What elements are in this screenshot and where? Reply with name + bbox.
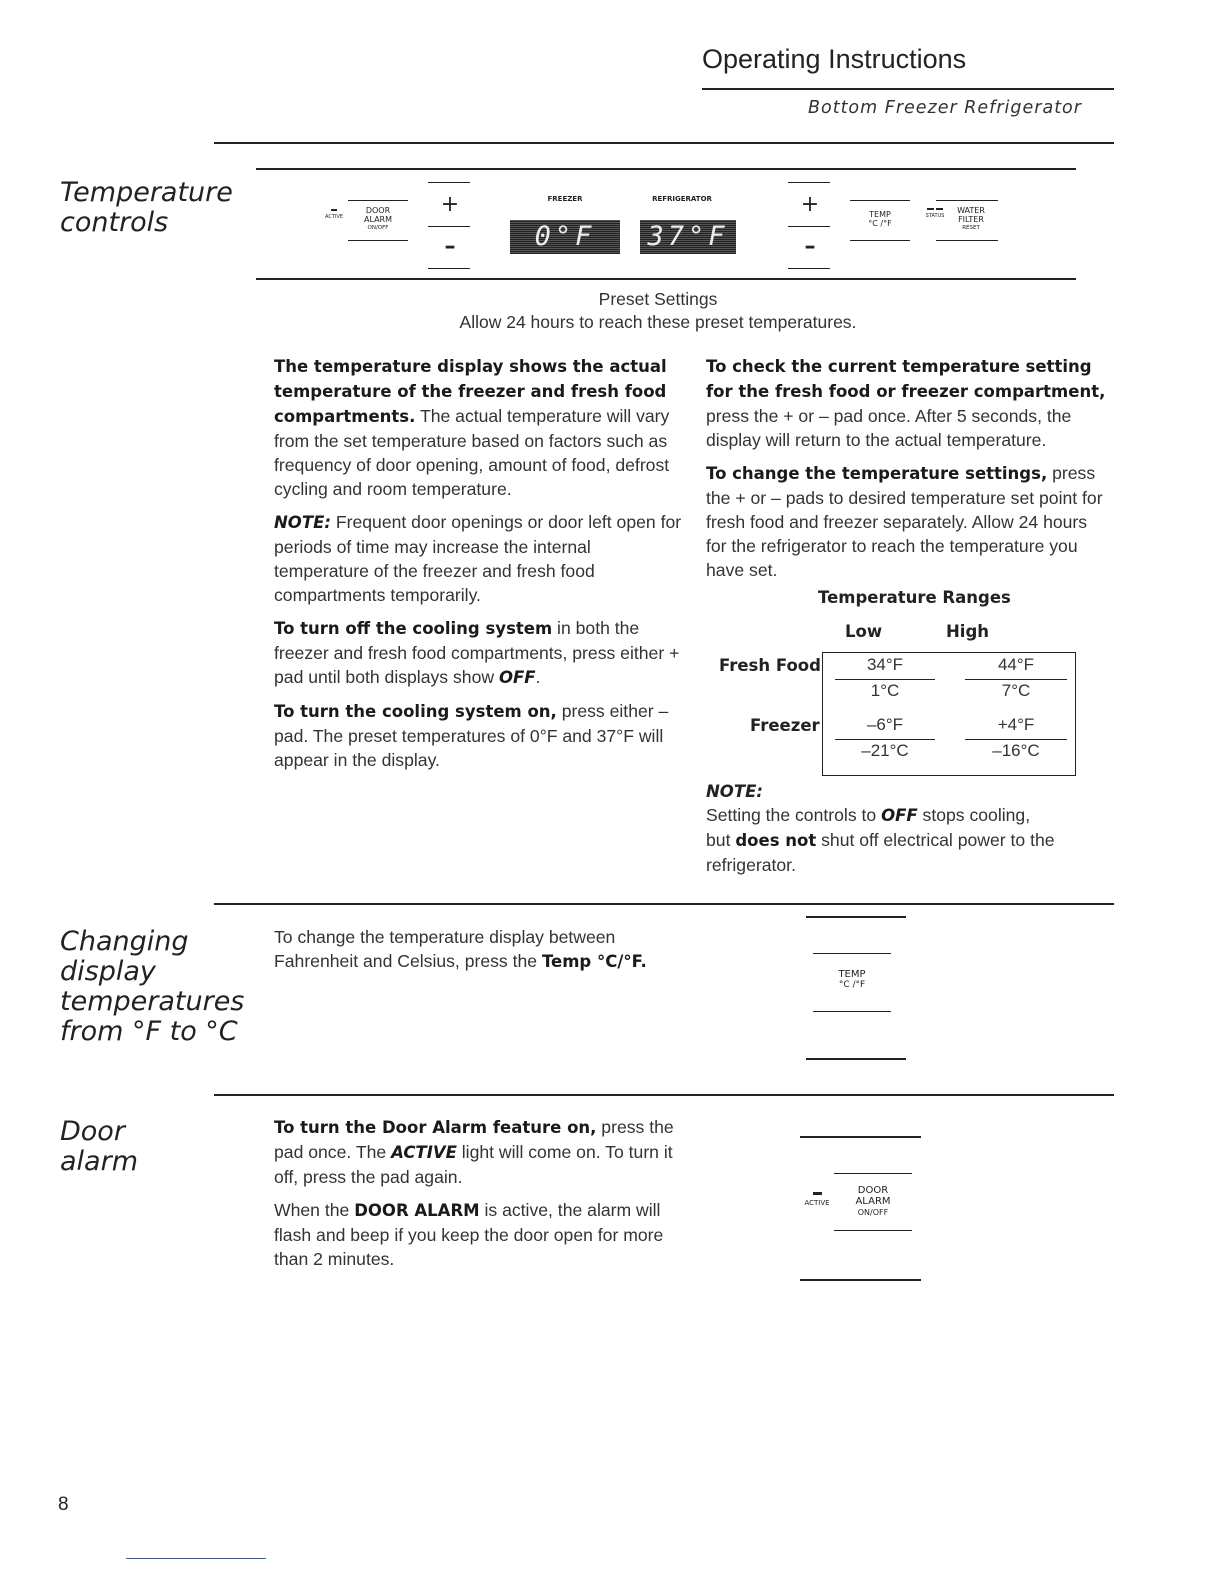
footer-link-rule	[126, 1558, 266, 1559]
paragraph-text: press the + or – pad once. After 5 seconds, the display will return to the actual temperature.	[706, 406, 1072, 450]
note-text-part: Setting the controls to	[706, 805, 882, 825]
page-title: Operating Instructions	[702, 44, 967, 74]
freezer-display-label: FREEZER	[547, 195, 583, 203]
title-line: temperatures	[60, 986, 245, 1017]
temp-controls-right-column	[706, 354, 1110, 591]
pad-outer-rule-bottom	[806, 1058, 906, 1060]
temperature-ranges-table	[822, 652, 1076, 776]
paragraph-alarm-active	[274, 1198, 684, 1271]
paragraph-text: The actual temperature will vary from the set temperature based on factors such as frequency of door opening, amount of food, defrost cycling and room temperature.	[274, 406, 670, 499]
ff-low-rule	[835, 679, 935, 680]
temp-label: TEMP	[869, 210, 891, 219]
door-alarm-button-large[interactable]	[834, 1185, 912, 1218]
section-rule-display	[214, 903, 1114, 905]
refrigerator-display: 37°F	[640, 220, 736, 254]
paragraph-check-setting	[706, 354, 1110, 452]
period: .	[535, 667, 541, 687]
active-indicator-large	[800, 1192, 834, 1209]
status-label: STATUS	[925, 213, 945, 219]
fridge-minus-rule	[788, 268, 830, 269]
page-subtitle: Bottom Freezer Refrigerator	[808, 98, 1082, 118]
active-word: ACTIVE	[391, 1143, 457, 1162]
title-line: alarm	[60, 1146, 138, 1177]
temp-pad-rule-top	[850, 200, 910, 201]
freezer-minus-button[interactable]: –	[444, 234, 456, 259]
water-filter-reset-button[interactable]	[946, 206, 996, 233]
title-line: Door	[60, 1116, 125, 1147]
paragraph-text: When the	[274, 1200, 355, 1220]
does-not-bold: does not	[735, 831, 817, 850]
alarm-label: ALARM	[363, 215, 393, 224]
temp-pad-rule-bottom	[850, 240, 910, 241]
temp-label: TEMP	[838, 969, 866, 980]
title-line: Changing	[60, 926, 189, 957]
panel-top-rule	[256, 168, 1076, 170]
fridge-mid-rule	[788, 226, 830, 227]
ff-low-f: 34°F	[866, 655, 904, 674]
note-text	[706, 803, 1106, 877]
refrigerator-plus-button[interactable]: +	[800, 192, 820, 217]
paragraph-text: press the + or – pads to desired temperature set point for fresh food and freezer separately. Allow 24 hours for the refrigerator to reach the temperature you have set.	[706, 463, 1103, 580]
ranges-low-header: Low	[845, 622, 883, 641]
door-label: DOOR	[365, 206, 391, 215]
bold-lead: To check the current temperature setting for the fresh food or freezer compartment,	[706, 357, 1106, 401]
note-label: NOTE:	[274, 513, 331, 532]
page-number: 8	[58, 1494, 69, 1515]
paragraph-change-setting	[706, 461, 1110, 582]
onoff-label: ON/OFF	[857, 1208, 889, 1217]
pad-inner-rule-bottom	[813, 1011, 891, 1012]
active-label: ACTIVE	[804, 1199, 830, 1207]
paragraph-note	[274, 510, 688, 607]
filter-label: FILTER	[958, 215, 984, 224]
door-alarm-bold: DOOR ALARM	[354, 1201, 480, 1220]
door-label: DOOR	[857, 1185, 889, 1196]
note-text-part: but	[706, 830, 736, 850]
active-led	[813, 1192, 822, 1195]
ranges-high-header: High	[946, 622, 990, 641]
freezer-minus-rule	[428, 268, 470, 269]
filter-pad-rule-bottom	[936, 240, 998, 241]
fz-low-c: –21°C	[861, 741, 909, 760]
pad-outer-rule-top	[806, 916, 906, 918]
pad-outer-rule-top	[800, 1136, 921, 1138]
preset-settings-title: Preset Settings	[598, 289, 718, 309]
paragraph-text: light will come on. To turn it off, press the pad again.	[274, 1142, 673, 1187]
active-indicator	[324, 209, 344, 222]
paragraph-text: Frequent door openings or door left open for periods of time may increase the internal temperature of the freezer and fresh food compartments temporarily.	[274, 512, 682, 605]
temp-cf-bold: Temp °C/°F.	[541, 952, 647, 971]
fz-high-c: –16°C	[992, 741, 1040, 760]
cf-label: °C /°F	[868, 219, 892, 228]
fz-low-rule	[835, 739, 935, 740]
pad-inner-rule-top	[834, 1173, 912, 1174]
temp-controls-left-column	[274, 354, 688, 781]
door-alarm-button[interactable]	[348, 206, 408, 233]
ff-high-f: 44°F	[997, 655, 1035, 674]
status-led	[927, 208, 943, 210]
freezer-plus-rule	[428, 182, 470, 183]
title-line: display	[60, 956, 156, 987]
bold-lead: To turn the Door Alarm feature on,	[274, 1118, 597, 1137]
title-line: Temperature	[60, 177, 233, 208]
ranges-freezer-label: Freezer	[750, 716, 820, 735]
fz-low-f: –6°F	[866, 715, 904, 734]
paragraph-turn-off	[274, 616, 688, 690]
door-alarm-instructions	[274, 1115, 684, 1280]
status-indicator	[924, 208, 946, 221]
ranges-note	[706, 782, 1106, 886]
pad-outer-rule-bottom	[800, 1279, 921, 1281]
paragraph-text: press the pad once. The	[274, 1117, 674, 1162]
paragraph-turn-on	[274, 699, 688, 772]
title-line: controls	[60, 207, 169, 238]
note-label: NOTE:	[706, 782, 763, 801]
control-panel	[256, 168, 1076, 280]
fz-high-rule	[965, 739, 1067, 740]
filter-pad-rule-top	[936, 200, 998, 201]
fridge-plus-rule	[788, 182, 830, 183]
temp-cf-button[interactable]	[850, 210, 910, 228]
paragraph-text: press either – pad. The preset temperatures of 0°F and 37°F will appear in the display.	[274, 701, 669, 770]
active-label: ACTIVE	[325, 214, 343, 220]
section-rule-door	[214, 1094, 1114, 1096]
bold-lead: To turn off the cooling system	[274, 619, 553, 638]
freezer-display: 0°F	[510, 220, 620, 254]
paragraph-text: is active, the alarm will flash and beep if you keep the door open for more than 2 minutes.	[274, 1200, 664, 1269]
paragraph-text: To change the temperature display between Fahrenheit and Celsius, press the	[274, 927, 616, 971]
refrigerator-minus-button[interactable]: –	[804, 234, 816, 259]
cf-label: °C /°F	[838, 980, 866, 990]
temperature-ranges-title: Temperature Ranges	[818, 588, 1011, 607]
reset-label: RESET	[962, 225, 980, 231]
pad-inner-rule-bottom	[834, 1230, 912, 1231]
display-text	[274, 925, 674, 974]
display-instructions	[274, 925, 674, 983]
panel-bottom-rule	[256, 278, 1076, 280]
fz-high-f: +4°F	[997, 715, 1035, 734]
paragraph-turn-on-alarm	[274, 1115, 684, 1189]
ff-high-rule	[965, 679, 1067, 680]
bold-lead: To change the temperature settings,	[706, 464, 1048, 483]
off-word: OFF	[498, 668, 536, 687]
note-text-part: shut off electrical power to the refrigerator.	[706, 830, 1055, 875]
section-rule-top	[214, 142, 1114, 144]
alarm-label: ALARM	[855, 1196, 891, 1207]
note-text-part: stops cooling,	[917, 805, 1031, 825]
door-pad-rule-bottom	[348, 240, 408, 241]
preset-settings-note: Allow 24 hours to reach these preset temperatures.	[459, 312, 857, 332]
ff-high-c: 7°C	[1001, 681, 1031, 700]
ff-low-c: 1°C	[870, 681, 900, 700]
bold-lead: The temperature display shows the actual temperature of the freezer and fresh food compartments.	[274, 357, 667, 426]
paragraph-actual-temperature	[274, 354, 688, 501]
door-pad-rule-top	[348, 200, 408, 201]
active-led	[331, 209, 337, 211]
temp-cf-button-large[interactable]	[813, 969, 891, 991]
water-label: WATER	[957, 206, 985, 215]
off-word: OFF	[881, 806, 918, 825]
section-title-temperature-controls	[60, 178, 233, 238]
onoff-label: ON/OFF	[367, 225, 389, 231]
freezer-plus-button[interactable]: +	[440, 192, 460, 217]
section-title-door-alarm	[60, 1117, 138, 1177]
pad-inner-rule-top	[813, 953, 891, 954]
section-title-changing-display	[60, 927, 244, 1047]
refrigerator-display-label: REFRIGERATOR	[652, 195, 712, 203]
freezer-mid-rule	[428, 226, 470, 227]
bold-lead: To turn the cooling system on,	[274, 702, 557, 721]
paragraph-text: in both the freezer and fresh food compartments, press either + pad until both displays show	[274, 618, 680, 687]
header-rule	[702, 88, 1114, 90]
ranges-fresh-food-label: Fresh Food	[719, 656, 821, 675]
title-line: from °F to °C	[60, 1016, 238, 1047]
